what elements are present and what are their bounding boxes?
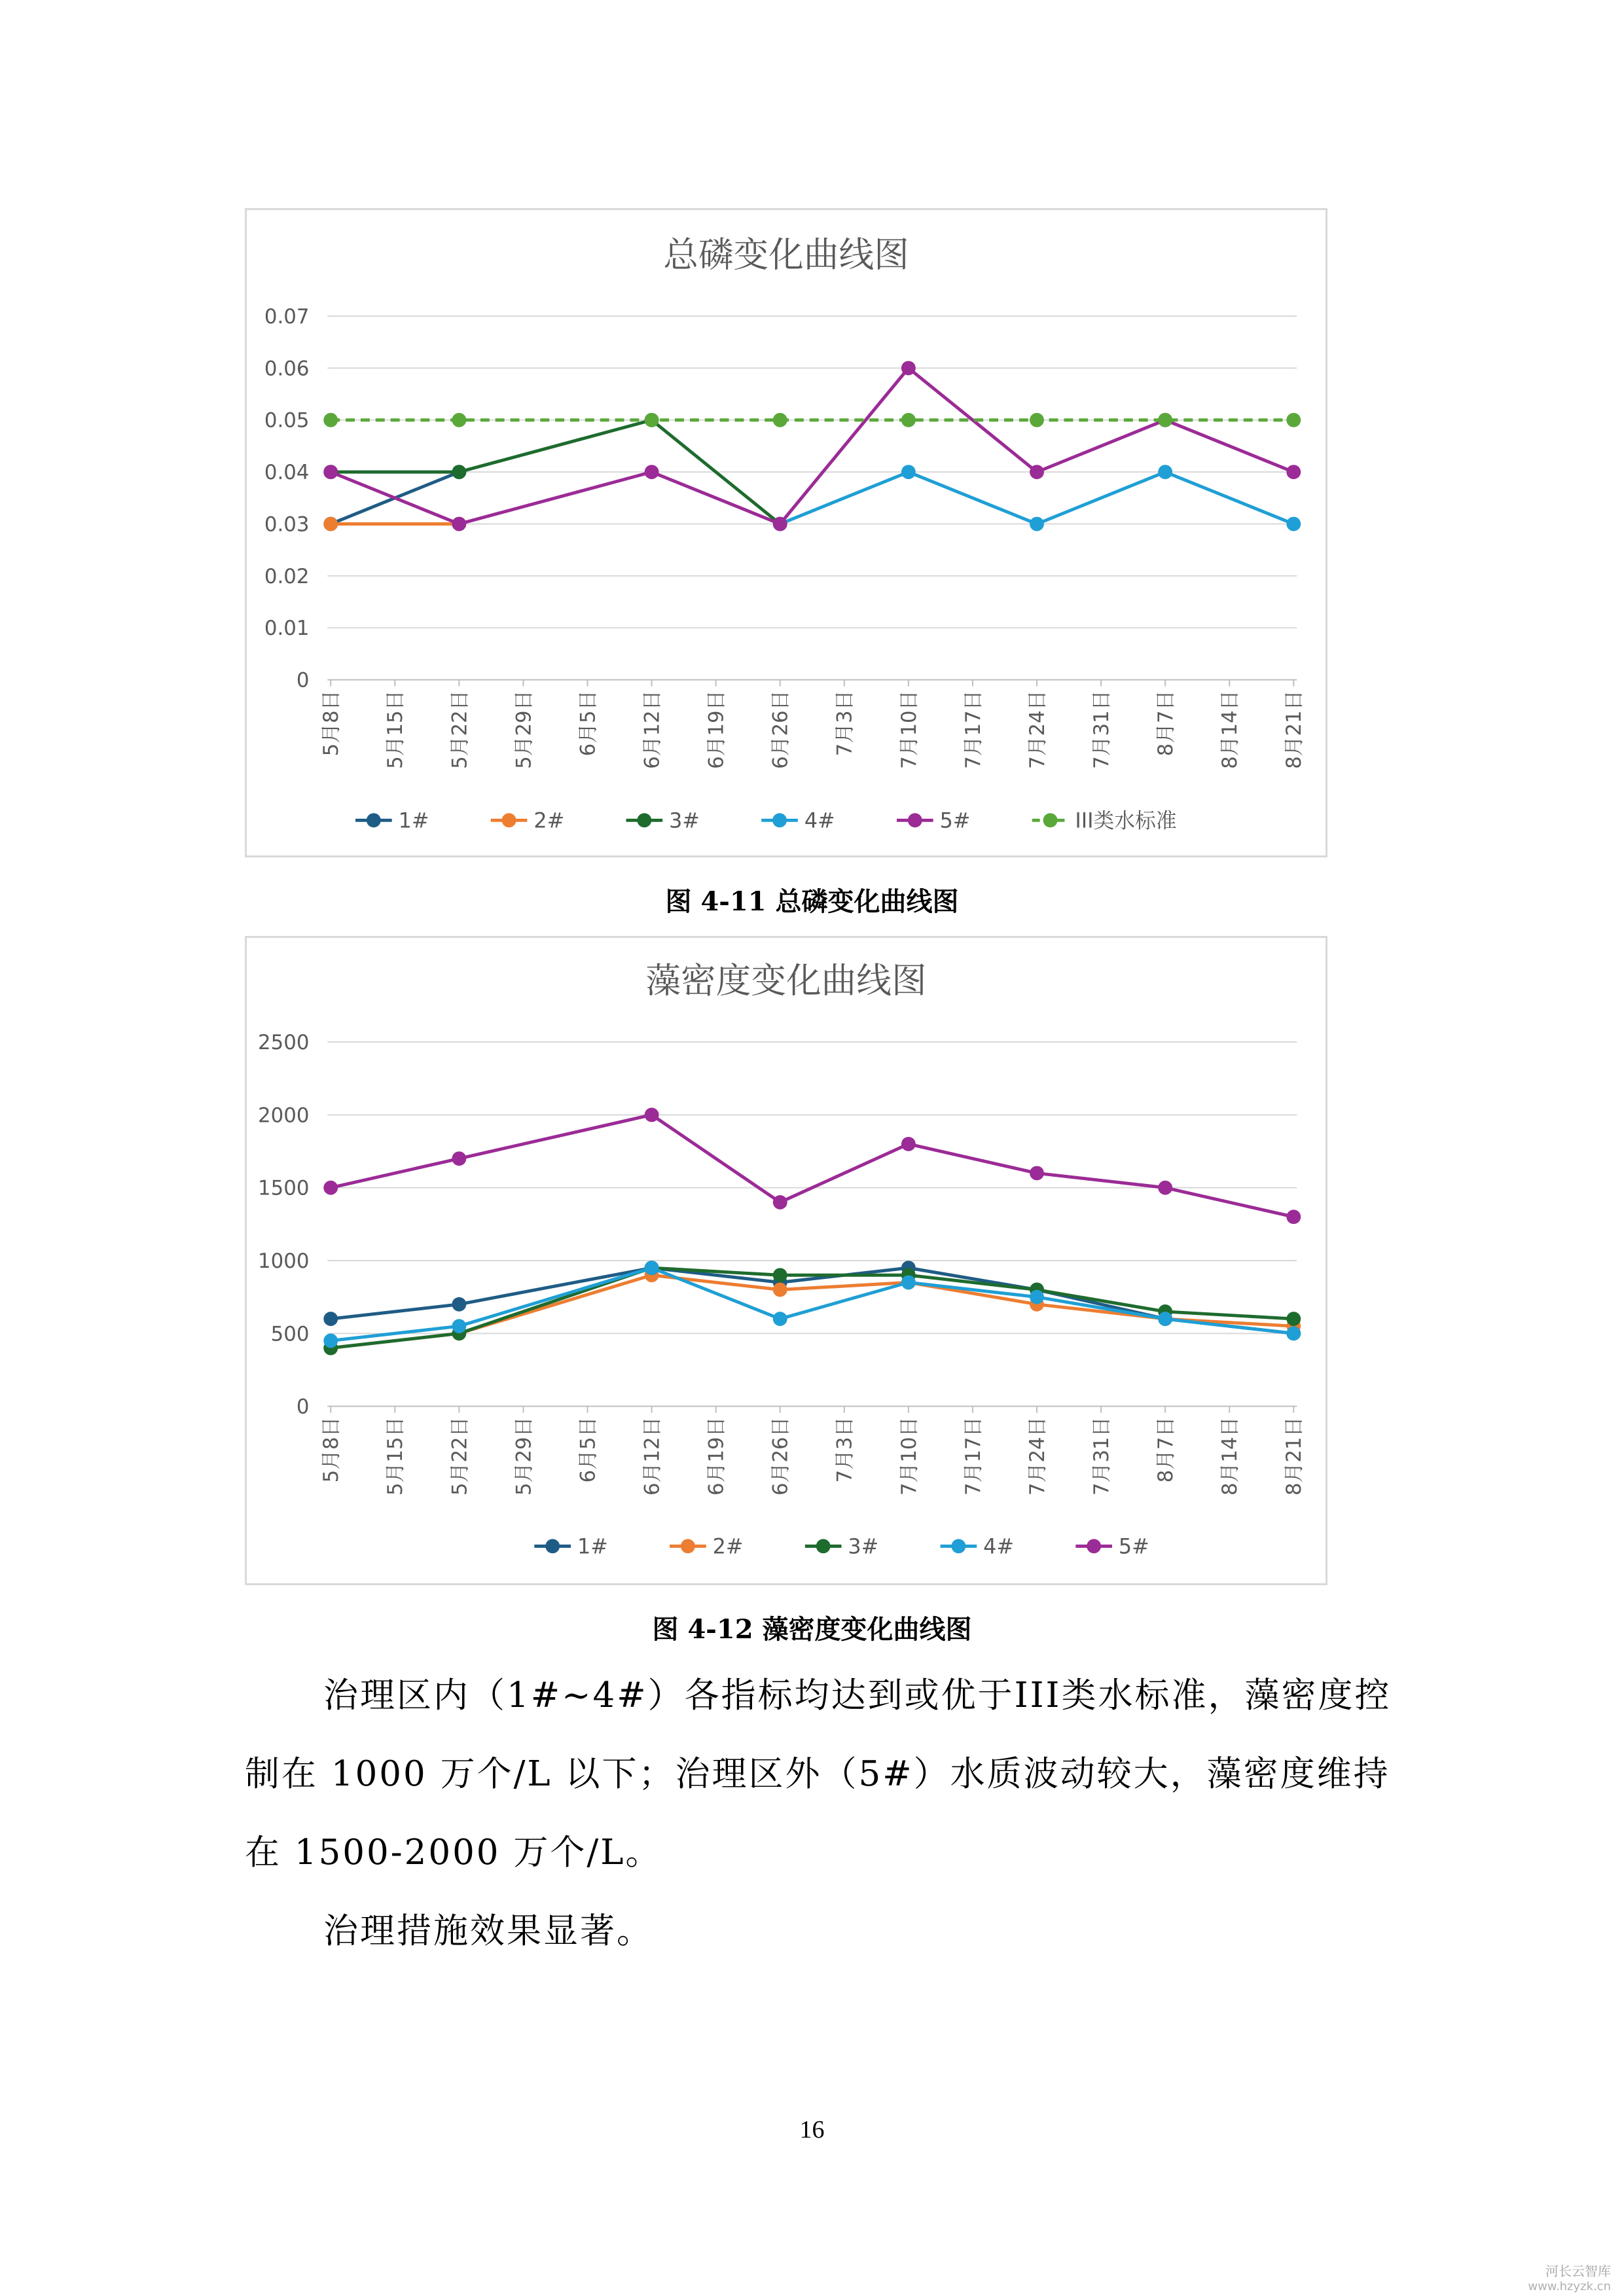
series-line	[331, 368, 1293, 524]
legend-label: 5#	[939, 808, 971, 833]
data-point	[645, 413, 659, 427]
data-point	[773, 517, 787, 531]
x-tick-label: 7月10日	[897, 690, 921, 769]
y-tick-label: 0.03	[264, 512, 310, 537]
data-point	[1030, 1166, 1044, 1180]
data-point	[1286, 1326, 1301, 1340]
y-tick-label: 0.07	[264, 304, 310, 329]
x-tick-label: 6月19日	[704, 690, 729, 769]
data-point	[323, 1312, 338, 1326]
x-tick-label: 6月12日	[640, 1416, 664, 1496]
x-tick-label: 8月14日	[1218, 1416, 1242, 1496]
x-tick-label: 5月15日	[384, 690, 408, 769]
x-tick-label: 6月12日	[640, 690, 664, 769]
data-point	[1158, 1312, 1172, 1326]
y-tick-label: 0.02	[264, 564, 310, 588]
x-tick-label: 5月8日	[319, 1416, 344, 1483]
data-point	[452, 517, 466, 531]
x-tick-label: 7月24日	[1025, 690, 1049, 769]
data-point	[452, 1297, 466, 1312]
data-point	[773, 1312, 787, 1326]
data-point	[645, 1107, 659, 1122]
x-tick-label: 8月21日	[1282, 690, 1307, 769]
data-point	[1158, 1181, 1172, 1195]
x-tick-label: 8月7日	[1154, 690, 1178, 757]
figure-4-11-caption: 图 4-11 总磷变化曲线图	[665, 886, 959, 917]
series-line	[780, 472, 1294, 524]
figure-4-12-caption: 图 4-12 藻密度变化曲线图	[652, 1614, 972, 1645]
algae-density-chart-svg	[247, 938, 1326, 1583]
legend-marker	[908, 813, 922, 827]
legend-marker	[951, 1539, 965, 1553]
x-tick-label: 8月21日	[1282, 1416, 1307, 1496]
x-tick-label: 7月3日	[833, 1416, 857, 1483]
data-point	[773, 1268, 787, 1282]
data-point	[1286, 1312, 1301, 1326]
legend-label: 3#	[669, 808, 700, 833]
series-line	[331, 1115, 1293, 1217]
data-point	[452, 465, 466, 479]
watermark	[1528, 2261, 1611, 2293]
y-tick-label: 0	[296, 668, 310, 692]
chart-title: 总磷变化曲线图	[663, 234, 909, 276]
data-point	[901, 1137, 916, 1151]
x-tick-label: 8月7日	[1154, 1416, 1178, 1483]
data-point	[901, 413, 916, 427]
paragraph-1-line-2: 制在 1000 万个/L 以下；治理区外（5#）水质波动较大，藻密度维持	[245, 1754, 1390, 1794]
y-tick-label: 1000	[258, 1249, 310, 1273]
y-tick-label: 0.01	[264, 617, 310, 641]
data-point	[452, 1151, 466, 1166]
data-point	[1030, 1290, 1044, 1304]
x-tick-label: 7月31日	[1090, 690, 1114, 769]
x-tick-label: 5月22日	[448, 690, 472, 769]
legend-label: 2#	[533, 808, 565, 833]
x-tick-label: 6月26日	[768, 1416, 793, 1496]
total-phosphorus-chart-svg	[247, 210, 1326, 855]
data-point	[1286, 413, 1301, 427]
legend-marker	[1087, 1539, 1101, 1553]
x-tick-label: 7月17日	[961, 690, 985, 769]
y-tick-label: 0	[296, 1395, 310, 1419]
data-point	[1286, 465, 1301, 479]
data-point	[645, 465, 659, 479]
data-point	[773, 1283, 787, 1297]
x-tick-label: 8月14日	[1218, 690, 1242, 769]
x-tick-label: 7月10日	[897, 1416, 921, 1496]
data-point	[1158, 413, 1172, 427]
y-tick-label: 0.06	[264, 357, 310, 381]
x-tick-label: 6月19日	[704, 1416, 729, 1496]
series-line	[331, 1268, 1293, 1333]
paragraph-1-line-1: 治理区内（1#~4#）各指标均达到或优于III类水标准，藻密度控	[323, 1676, 1392, 1715]
x-tick-label: 7月3日	[833, 690, 857, 757]
legend-marker	[637, 813, 651, 827]
chart-title: 藻密度变化曲线图	[645, 960, 927, 1001]
x-tick-label: 5月29日	[512, 1416, 536, 1496]
y-tick-label: 500	[270, 1322, 310, 1346]
data-point	[645, 1261, 659, 1275]
legend-marker	[816, 1539, 831, 1553]
series-line	[331, 1275, 1293, 1348]
data-point	[452, 1319, 466, 1333]
data-point	[901, 465, 916, 479]
legend-marker	[502, 813, 516, 827]
data-point	[901, 1275, 916, 1289]
legend-label: III类水标准	[1075, 808, 1177, 833]
paragraph-1-line-3: 在 1500-2000 万个/L。	[245, 1833, 662, 1873]
x-tick-label: 7月31日	[1090, 1416, 1114, 1496]
x-tick-label: 6月5日	[576, 690, 600, 757]
x-tick-label: 7月24日	[1025, 1416, 1049, 1496]
data-point	[1286, 1210, 1301, 1224]
legend-label: 3#	[848, 1534, 879, 1559]
x-tick-label: 6月26日	[768, 690, 793, 769]
x-tick-label: 5月8日	[319, 690, 344, 757]
legend-label: 4#	[983, 1534, 1015, 1559]
legend-label: 5#	[1118, 1534, 1149, 1559]
data-point	[1030, 517, 1044, 531]
x-tick-label: 7月17日	[961, 1416, 985, 1496]
legend-marker	[1043, 813, 1058, 827]
data-point	[1158, 465, 1172, 479]
page-number: 16	[799, 2116, 825, 2144]
y-tick-label: 2500	[258, 1030, 310, 1054]
data-point	[323, 517, 338, 531]
y-tick-label: 0.05	[264, 408, 310, 433]
x-tick-label: 6月5日	[576, 1416, 600, 1483]
data-point	[773, 413, 787, 427]
data-point	[1030, 465, 1044, 479]
data-point	[1030, 413, 1044, 427]
total-phosphorus-chart	[245, 208, 1327, 857]
data-point	[452, 413, 466, 427]
data-point	[323, 1181, 338, 1195]
legend-label: 1#	[398, 808, 429, 833]
legend-marker	[545, 1539, 560, 1553]
data-point	[323, 1334, 338, 1348]
data-point	[1286, 517, 1301, 531]
data-point	[323, 465, 338, 479]
watermark-name: 河长云智库	[1545, 2263, 1611, 2279]
x-tick-label: 5月22日	[448, 1416, 472, 1496]
y-tick-label: 0.04	[264, 461, 310, 485]
algae-density-chart	[245, 936, 1327, 1585]
data-point	[901, 361, 916, 375]
legend-marker	[367, 813, 381, 827]
legend-label: 4#	[804, 808, 835, 833]
data-point	[323, 413, 338, 427]
x-tick-label: 5月15日	[384, 1416, 408, 1496]
watermark-url: www.hzyzk.cn	[1528, 2280, 1611, 2293]
paragraph-2: 治理措施效果显著。	[323, 1911, 653, 1951]
legend-label: 2#	[712, 1534, 744, 1559]
legend-marker	[772, 813, 787, 827]
legend-marker	[681, 1539, 695, 1553]
y-tick-label: 1500	[258, 1176, 310, 1200]
legend-label: 1#	[577, 1534, 608, 1559]
x-tick-label: 5月29日	[512, 690, 536, 769]
data-point	[773, 1195, 787, 1210]
y-tick-label: 2000	[258, 1103, 310, 1128]
